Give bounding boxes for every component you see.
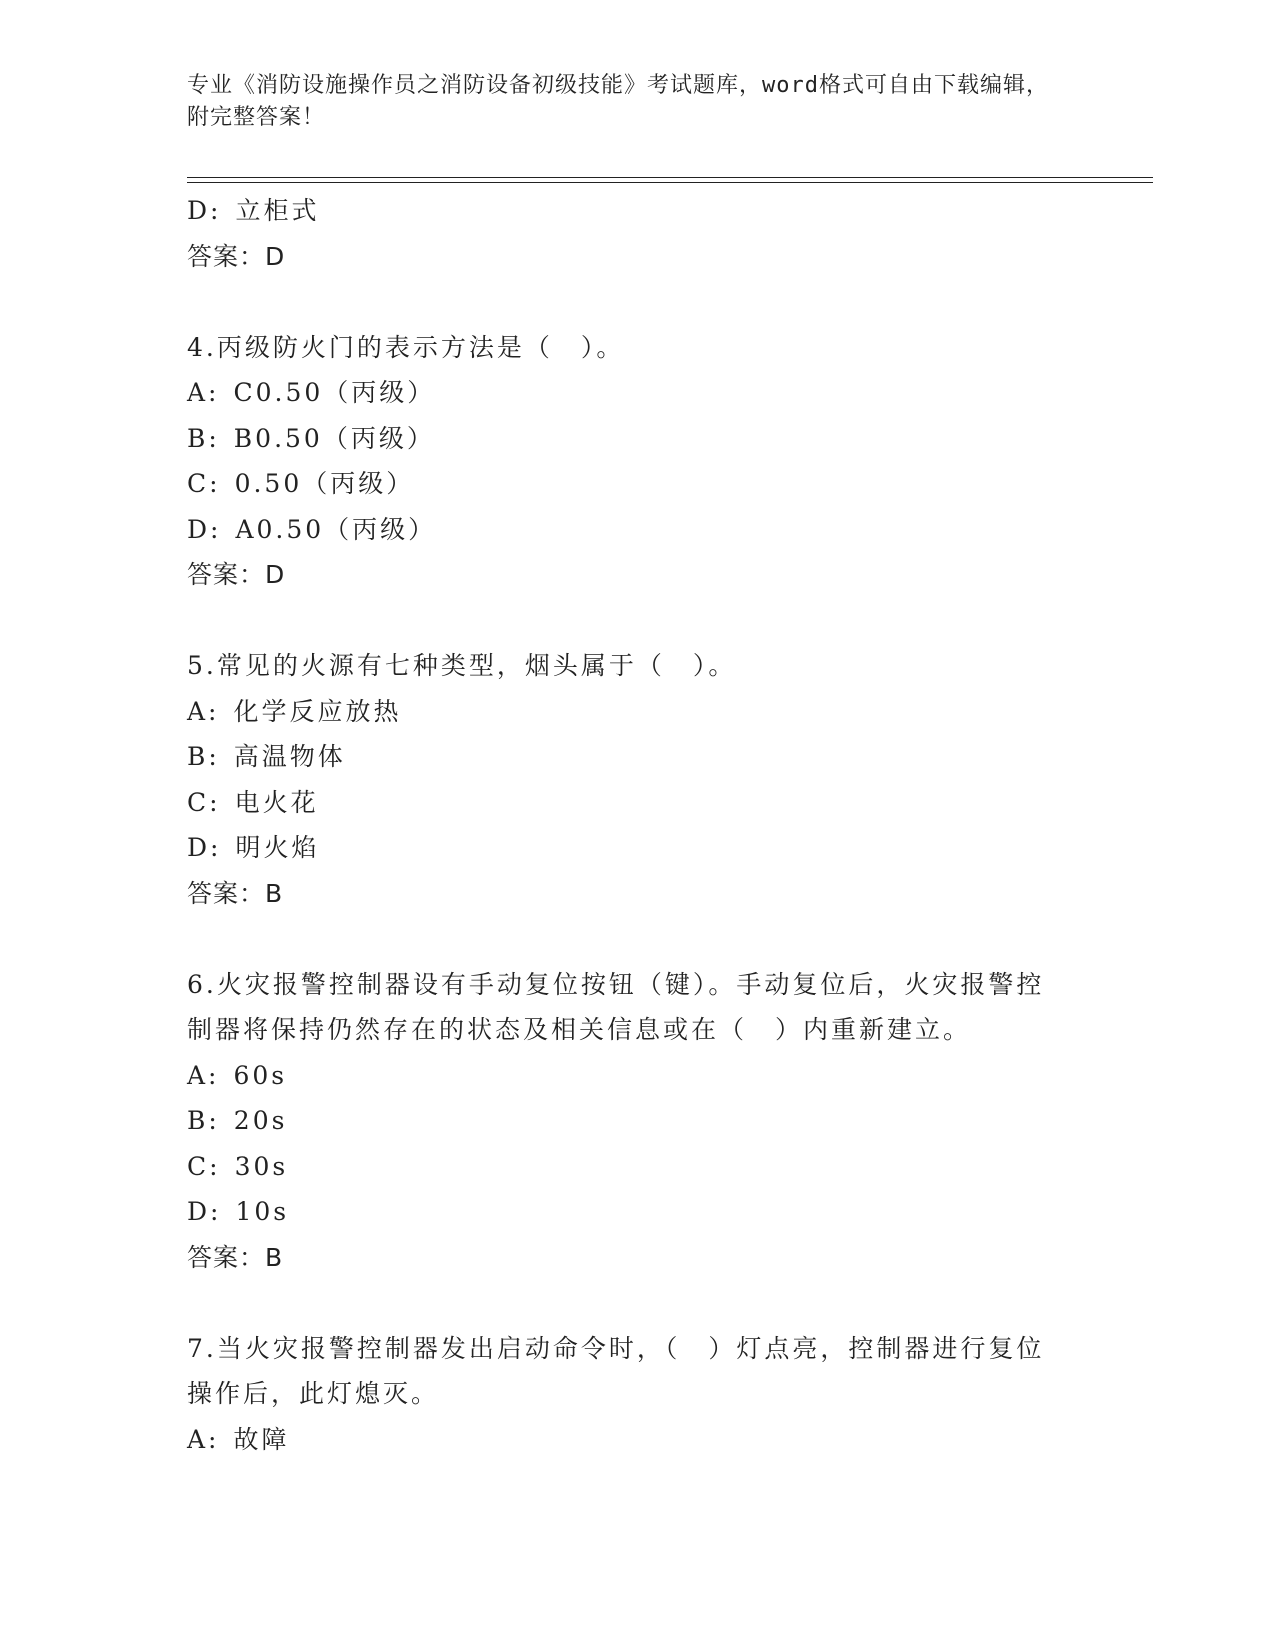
option-row xyxy=(187,734,1087,780)
option-letter: A: xyxy=(187,1424,220,1454)
option-row xyxy=(187,825,1087,871)
option-text: 电火花 xyxy=(234,787,319,817)
question-stem: 7.当火灾报警控制器发出启动命令时，（ ）灯点亮，控制器进行复位操作后，此灯熄灭。 xyxy=(187,1333,1045,1408)
header-rule-top xyxy=(187,177,1153,178)
answer-line: 答案：D xyxy=(187,560,286,589)
option-text: A0.50（丙级） xyxy=(235,514,437,544)
option-row xyxy=(187,416,1087,462)
option-text: 故障 xyxy=(233,1424,290,1454)
option-row xyxy=(187,1189,1087,1235)
option-text: 30s xyxy=(234,1151,289,1181)
question-stem: 6.火灾报警控制器设有手动复位按钮（键）。手动复位后，火灾报警控制器将保持仍然存在的状态及相关信息或在（ ）内重新建立。 xyxy=(187,969,1045,1044)
option-row xyxy=(187,1053,1087,1099)
document-header: 专业《消防设施操作员之消防设备初级技能》考试题库，word格式可自由下载编辑，附完整答案！ xyxy=(187,73,1049,130)
option-row xyxy=(187,780,1087,826)
option-row xyxy=(187,1098,1087,1144)
option-row xyxy=(187,507,1087,553)
option-letter: B: xyxy=(187,423,220,453)
option-text: 0.50（丙级） xyxy=(234,469,415,498)
option-row xyxy=(187,689,1087,735)
option-letter: B: xyxy=(187,742,220,771)
option-row xyxy=(187,461,1087,507)
option-text: 化学反应放热 xyxy=(233,696,402,726)
option-text: 20s xyxy=(233,1106,288,1135)
option-letter: D: xyxy=(187,1197,222,1226)
answer-line: 答案：D xyxy=(187,241,286,271)
option-text: 60s xyxy=(233,1060,288,1090)
option-letter: A: xyxy=(187,1060,220,1090)
option-letter: C: xyxy=(187,1151,221,1181)
option-row xyxy=(187,188,1087,234)
option-letter: D: xyxy=(187,196,222,225)
option-text: 立柜式 xyxy=(235,196,320,225)
question-list xyxy=(187,188,1087,1462)
option-letter: D: xyxy=(187,833,222,862)
question-stem: 4.丙级防火门的表示方法是（ ）。 xyxy=(187,332,625,362)
option-text: 高温物体 xyxy=(233,742,346,771)
option-letter: C: xyxy=(187,787,221,817)
option-text: 明火焰 xyxy=(235,833,320,862)
option-letter: A: xyxy=(187,378,220,407)
option-text: C0.50（丙级） xyxy=(233,378,436,407)
answer-line: 答案：B xyxy=(187,878,284,908)
option-text: B0.50（丙级） xyxy=(233,423,435,453)
option-letter: B: xyxy=(187,1106,220,1135)
option-row xyxy=(187,1144,1087,1190)
header-rule-bottom xyxy=(187,182,1153,183)
option-letter: C: xyxy=(187,469,221,498)
option-letter: D: xyxy=(187,514,222,544)
option-letter: A: xyxy=(187,696,220,726)
option-text: 10s xyxy=(235,1197,290,1226)
option-row xyxy=(187,1417,1087,1463)
option-row xyxy=(187,370,1087,416)
question-stem: 5.常见的火源有七种类型，烟头属于（ ）。 xyxy=(187,651,737,680)
answer-line: 答案：B xyxy=(187,1242,284,1272)
